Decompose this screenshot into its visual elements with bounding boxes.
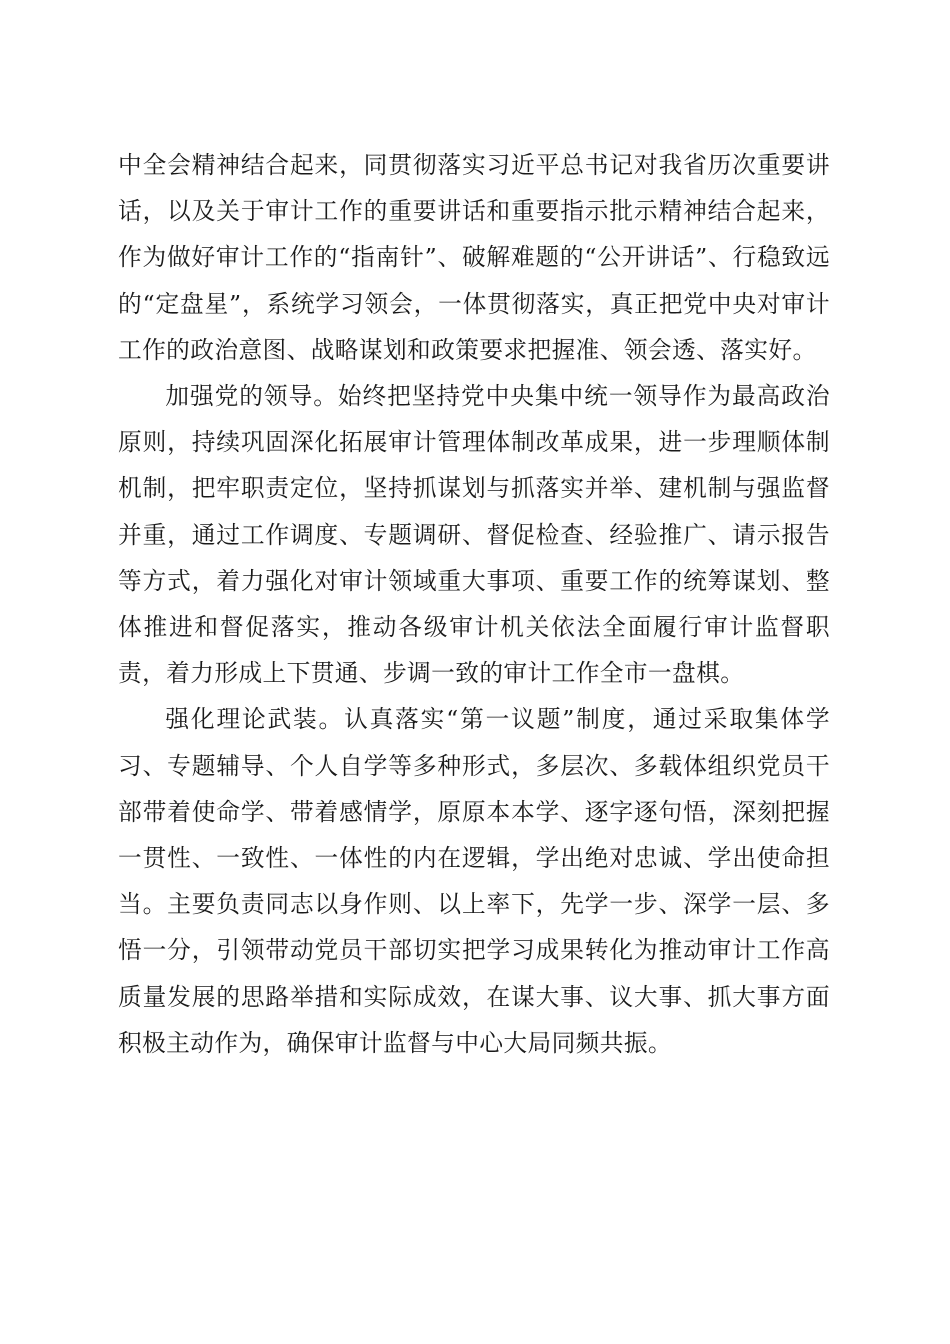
paragraph-continuation: 中全会精神结合起来，同贯彻落实习近平总书记对我省历次重要讲话，以及关于审计工作的重要讲话和重要指示批示精神结合起来，作为做好审计工作的“指南针”、破解难题的“公开讲话”、行稳致远的“定盘星”，系统学习领会，一体贯彻落实，真正把党中央对审计工作的政治意图、战略谋划和政策要求把握准、领会透、落实好。 <box>118 151 830 364</box>
document-page <box>118 142 830 1066</box>
paragraph-theory-arming: 强化理论武装。认真落实“第一议题”制度，通过采取集体学习、专题辅导、个人自学等多种形式，多层次、多载体组织党员干部带着使命学、带着感情学，原原本本学、逐字逐句悟，深刻把握一贯性、一致性、一体性的内在逻辑，学出绝对忠诚、学出使命担当。主要负责同志以身作则、以上率下，先学一步、深学一层、多悟一分，引领带动党员干部切实把学习成果转化为推动审计工作高质量发展的思路举措和实际成效，在谋大事、议大事、抓大事方面积极主动作为，确保审计监督与中心大局同频共振。 <box>118 705 830 1057</box>
paragraph-party-leadership: 加强党的领导。始终把坚持党中央集中统一领导作为最高政治原则，持续巩固深化拓展审计管理体制改革成果，进一步理顺体制机制，把牢职责定位，坚持抓谋划与抓落实并举、建机制与强监督并重，通过工作调度、专题调研、督促检查、经验推广、请示报告等方式，着力强化对审计领域重大事项、重要工作的统筹谋划、整体推进和督促落实，推动各级审计机关依法全面履行审计监督职责，着力形成上下贯通、步调一致的审计工作全市一盘棋。 <box>118 382 830 688</box>
